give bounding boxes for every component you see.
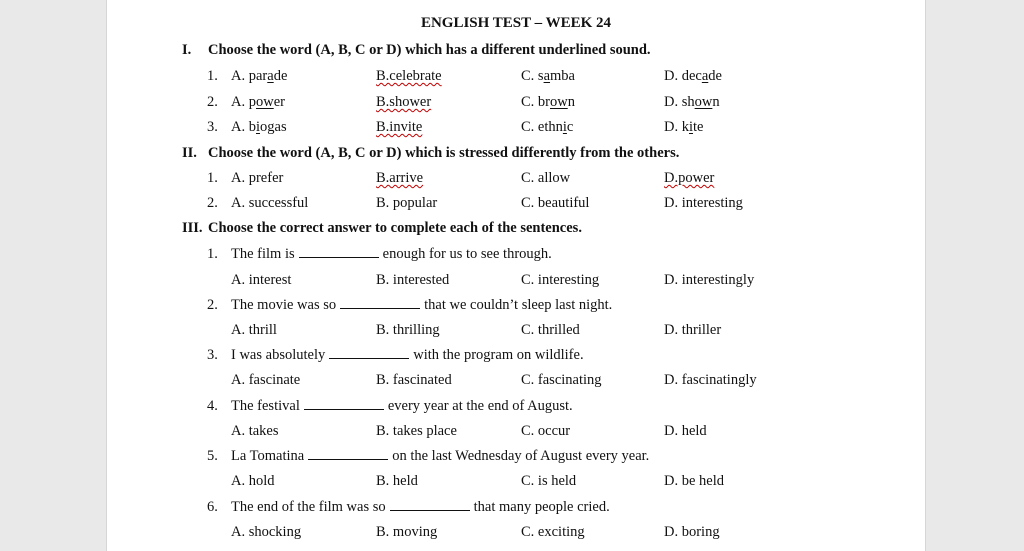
question-number: 1.	[207, 68, 218, 84]
option-d: D. interesting	[664, 195, 743, 211]
option-b: B.celebrate	[376, 68, 442, 84]
section-instruction: Choose the word (A, B, C or D) which has a different underlined sound.	[208, 42, 651, 58]
option-d: D. fascinatingly	[664, 372, 757, 388]
answer-blank	[304, 397, 384, 410]
answer-blank	[308, 447, 388, 460]
option-a: A. fascinate	[231, 372, 301, 388]
section-instruction: Choose the word (A, B, C or D) which is stressed differently from the others.	[208, 145, 680, 161]
option-b: B. fascinated	[376, 372, 452, 388]
option-b: B.arrive	[376, 170, 424, 186]
option-a: A. successful	[231, 195, 309, 211]
option-a: A. interest	[231, 272, 292, 288]
question-number: 1.	[207, 246, 218, 262]
section-number: III.	[182, 220, 203, 236]
question-number: 6.	[207, 499, 218, 515]
option-c: C. interesting	[521, 272, 600, 288]
option-d: D. decade	[664, 68, 722, 84]
option-c: C. ethnic	[521, 119, 574, 135]
option-b: B. interested	[376, 272, 450, 288]
section-number: I.	[182, 42, 192, 58]
document-page	[106, 0, 926, 551]
answer-blank	[390, 498, 470, 511]
option-a: A. hold	[231, 473, 275, 489]
answer-blank	[299, 245, 379, 258]
question-number: 5.	[207, 448, 218, 464]
answer-blank	[340, 296, 420, 309]
option-a: A. biogas	[231, 119, 287, 135]
option-b: B. thrilling	[376, 322, 440, 338]
option-c: C. fascinating	[521, 372, 602, 388]
question-number: 3.	[207, 347, 218, 363]
option-d: D. be held	[664, 473, 724, 489]
option-c: C. samba	[521, 68, 575, 84]
section-heading	[182, 42, 651, 59]
section-number: II.	[182, 145, 197, 161]
option-b: B. moving	[376, 524, 438, 540]
option-d: D. boring	[664, 524, 720, 540]
option-d: D. kite	[664, 119, 704, 135]
option-d: D. interestingly	[664, 272, 755, 288]
question-text: The end of the film was so that many people cried.	[231, 499, 610, 515]
question-number: 2.	[207, 94, 218, 110]
option-b: B.shower	[376, 94, 432, 110]
option-c: C. thrilled	[521, 322, 580, 338]
option-c: C. brown	[521, 94, 575, 110]
option-c: C. beautiful	[521, 195, 590, 211]
question-number: 3.	[207, 119, 218, 135]
option-c: C. occur	[521, 423, 571, 439]
option-b: B. popular	[376, 195, 438, 211]
question-number: 2.	[207, 195, 218, 211]
question-text: The film is enough for us to see through.	[231, 246, 552, 262]
option-b: B.invite	[376, 119, 423, 135]
answer-blank	[329, 346, 409, 359]
question-number: 4.	[207, 398, 218, 414]
question-number: 2.	[207, 297, 218, 313]
option-a: A. prefer	[231, 170, 284, 186]
option-a: A. power	[231, 94, 285, 110]
section-heading	[182, 145, 679, 162]
option-d: D.power	[664, 170, 715, 186]
page-title: ENGLISH TEST – WEEK 24	[420, 15, 612, 31]
section-heading	[182, 220, 582, 237]
option-a: A. thrill	[231, 322, 277, 338]
option-c: C. is held	[521, 473, 577, 489]
option-b: B. held	[376, 473, 418, 489]
option-a: A. shocking	[231, 524, 302, 540]
option-a: A. takes	[231, 423, 279, 439]
option-c: C. allow	[521, 170, 571, 186]
question-number: 1.	[207, 170, 218, 186]
question-text: The movie was so that we couldn’t sleep last night.	[231, 297, 613, 313]
option-b: B. takes place	[376, 423, 457, 439]
question-text: I was absolutely with the program on wildlife.	[231, 347, 584, 363]
option-c: C. exciting	[521, 524, 585, 540]
section-instruction: Choose the correct answer to complete each of the sentences.	[208, 220, 582, 236]
option-d: D. shown	[664, 94, 720, 110]
option-d: D. held	[664, 423, 707, 439]
question-text: The festival every year at the end of August.	[231, 398, 573, 414]
option-d: D. thriller	[664, 322, 722, 338]
question-text: La Tomatina on the last Wednesday of August every year.	[231, 448, 650, 464]
option-a: A. parade	[231, 68, 288, 84]
